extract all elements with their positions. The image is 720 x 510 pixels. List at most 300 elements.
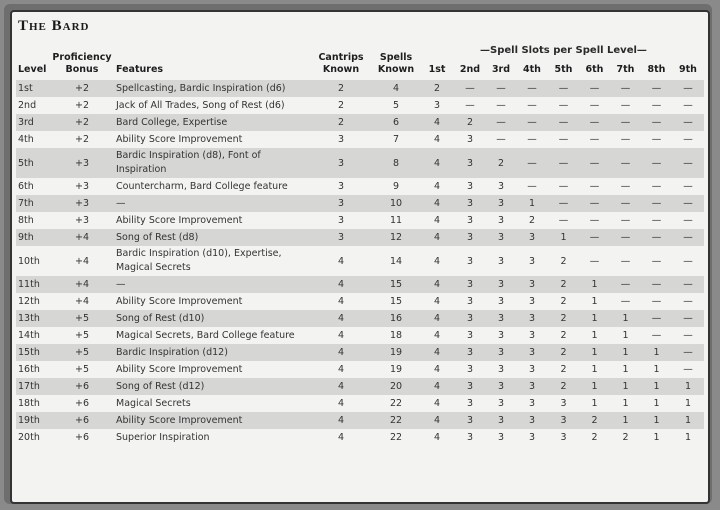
cell-cantrips: 3 xyxy=(337,157,345,169)
cell-slot-2: 3 xyxy=(466,255,474,267)
cell-features: — xyxy=(116,197,126,209)
cell-slot-1: 4 xyxy=(433,255,441,267)
table-title: The Bard xyxy=(18,18,90,34)
cell-slot-3: — xyxy=(496,134,506,145)
cell-features: Bardic Inspiration (d10), Expertise, Magical Secrets xyxy=(116,248,282,273)
cell-slot-9: — xyxy=(683,330,693,341)
header-proficiency: Proficiency Bonus xyxy=(52,52,112,75)
cell-slot-7: — xyxy=(620,232,631,243)
cell-features: Ability Score Improvement xyxy=(116,133,243,145)
table-row xyxy=(16,310,704,327)
header-slot-6: 6th xyxy=(585,64,604,75)
cell-slot-3: 3 xyxy=(497,279,505,290)
cell-cantrips: 3 xyxy=(337,215,345,226)
cell-slot-2: 3 xyxy=(466,134,474,145)
cell-slot-7: 1 xyxy=(622,330,629,341)
cell-slot-1: 4 xyxy=(433,117,441,128)
cell-slot-9: — xyxy=(683,279,693,290)
cell-proficiency: +3 xyxy=(74,181,89,192)
cell-slot-5: 2 xyxy=(560,313,567,324)
cell-slot-6: — xyxy=(589,100,600,111)
cell-proficiency: +3 xyxy=(74,157,89,169)
cell-features: Ability Score Improvement xyxy=(116,295,243,307)
table-row xyxy=(16,195,704,212)
cell-slot-4: 3 xyxy=(528,364,536,375)
cell-slot-9: — xyxy=(683,255,693,267)
cell-slot-4: 3 xyxy=(528,296,536,307)
header-spells: Spells Known xyxy=(377,52,415,75)
cell-proficiency: +4 xyxy=(74,296,89,307)
cell-slot-9: — xyxy=(683,232,693,243)
cell-slot-6: — xyxy=(589,198,600,209)
cell-level: 1st xyxy=(18,83,33,94)
cell-spells: 12 xyxy=(389,232,403,243)
cell-slot-6: — xyxy=(589,117,600,128)
cell-slot-4: 3 xyxy=(528,398,536,409)
table-row xyxy=(16,361,704,378)
cell-cantrips: 4 xyxy=(337,347,345,358)
cell-slot-9: — xyxy=(683,181,693,192)
cell-slot-8: — xyxy=(651,232,662,243)
cell-spells: 14 xyxy=(389,255,403,267)
cell-slot-3: 3 xyxy=(497,215,505,226)
table-row xyxy=(16,97,704,114)
cell-cantrips: 4 xyxy=(337,313,345,324)
cell-level: 5th xyxy=(18,157,34,169)
cell-level: 10th xyxy=(18,255,40,267)
cell-slot-6: 1 xyxy=(591,313,598,324)
cell-slot-4: — xyxy=(527,100,537,111)
table-row xyxy=(16,114,704,131)
cell-slot-9: — xyxy=(683,313,693,324)
cell-slot-6: — xyxy=(589,181,600,192)
cell-cantrips: 4 xyxy=(337,330,345,341)
cell-slot-6: 2 xyxy=(591,415,598,426)
cell-slot-1: 4 xyxy=(433,157,441,169)
cell-slot-1: 2 xyxy=(433,83,441,94)
cell-slot-9: — xyxy=(683,215,693,226)
cell-level: 12th xyxy=(18,296,40,307)
cell-level: 17th xyxy=(18,381,40,392)
cell-level: 2nd xyxy=(18,100,37,111)
cell-features: — xyxy=(116,278,126,290)
cell-slot-5: 2 xyxy=(560,296,567,307)
cell-slot-7: 1 xyxy=(622,415,629,426)
cell-slot-5: 3 xyxy=(560,398,567,409)
cell-slot-9: — xyxy=(683,364,693,375)
cell-slot-2: 2 xyxy=(466,117,474,128)
cell-slot-3: 3 xyxy=(497,347,505,358)
cell-slot-1: 4 xyxy=(433,347,441,358)
cell-slot-5: — xyxy=(558,215,569,226)
table-row xyxy=(16,246,704,276)
cell-slot-1: 4 xyxy=(433,279,441,290)
cell-slot-4: — xyxy=(527,83,537,94)
cell-slot-8: 1 xyxy=(653,364,660,375)
cell-proficiency: +6 xyxy=(74,398,89,409)
cell-slot-6: — xyxy=(589,255,600,267)
cell-cantrips: 2 xyxy=(337,83,345,94)
cell-features: Countercharm, Bard College feature xyxy=(116,180,288,192)
cell-proficiency: +5 xyxy=(74,313,89,324)
cell-slot-4: 3 xyxy=(528,347,536,358)
cell-slot-7: — xyxy=(620,157,631,169)
cell-slot-5: 2 xyxy=(560,330,567,341)
cell-cantrips: 4 xyxy=(337,255,345,267)
cell-slot-2: 3 xyxy=(466,398,474,409)
cell-slot-1: 4 xyxy=(433,232,441,243)
cell-slot-1: 4 xyxy=(433,398,441,409)
cell-slot-6: 2 xyxy=(591,432,598,443)
cell-slot-2: 3 xyxy=(466,198,474,209)
cell-slot-9: — xyxy=(683,296,693,307)
table-row xyxy=(16,148,704,178)
table-row xyxy=(16,276,704,293)
cell-spells: 9 xyxy=(392,181,400,192)
cell-slot-9: — xyxy=(683,157,693,169)
cell-slot-5: — xyxy=(558,83,569,94)
cell-proficiency: +6 xyxy=(74,381,89,392)
cell-slot-8: 1 xyxy=(653,398,660,409)
header-slot-3: 3rd xyxy=(491,64,511,75)
cell-level: 19th xyxy=(18,415,40,426)
cell-slot-7: — xyxy=(620,279,631,290)
cell-slot-5: — xyxy=(558,198,569,209)
cell-slot-6: 1 xyxy=(591,296,598,307)
cell-slot-2: 3 xyxy=(466,330,474,341)
header-slot-9: 9th xyxy=(679,64,697,75)
cell-spells: 7 xyxy=(392,134,400,145)
cell-slot-5: 1 xyxy=(560,232,567,243)
cell-slot-6: 1 xyxy=(591,398,598,409)
header-slot-4: 4th xyxy=(523,64,541,75)
cell-cantrips: 4 xyxy=(337,432,345,443)
cell-cantrips: 4 xyxy=(337,381,345,392)
cell-features: Superior Inspiration xyxy=(116,431,210,443)
cell-slot-3: 3 xyxy=(497,381,505,392)
cell-slot-7: — xyxy=(620,100,631,111)
cell-slot-8: — xyxy=(651,100,662,111)
cell-slot-6: 1 xyxy=(591,330,598,341)
cell-slot-2: 3 xyxy=(466,232,474,243)
cell-slot-7: 1 xyxy=(622,364,629,375)
cell-proficiency: +5 xyxy=(74,330,89,341)
table-row xyxy=(16,395,704,412)
cell-slot-5: 2 xyxy=(560,381,567,392)
cell-slot-4: 3 xyxy=(528,255,536,267)
cell-slot-2: 3 xyxy=(466,381,474,392)
table-row xyxy=(16,131,704,148)
cell-slot-8: 1 xyxy=(653,347,660,358)
cell-cantrips: 4 xyxy=(337,296,345,307)
cell-level: 15th xyxy=(18,347,40,358)
cell-slot-6: — xyxy=(589,215,600,226)
cell-spells: 16 xyxy=(389,313,403,324)
cell-slot-5: — xyxy=(558,181,569,192)
cell-slot-4: 3 xyxy=(528,313,536,324)
cell-slot-7: 1 xyxy=(622,347,629,358)
cell-slot-5: 3 xyxy=(560,432,567,443)
cell-slot-6: — xyxy=(589,157,600,169)
cell-slot-9: — xyxy=(683,117,693,128)
cell-level: 4th xyxy=(18,134,34,145)
cell-slot-3: 3 xyxy=(497,313,505,324)
table-row xyxy=(16,429,704,446)
cell-features: Jack of All Trades, Song of Rest (d6) xyxy=(116,99,285,111)
cell-spells: 15 xyxy=(389,279,403,290)
cell-slot-3: 3 xyxy=(497,415,505,426)
cell-slot-2: 3 xyxy=(466,181,474,192)
cell-slot-3: 3 xyxy=(497,330,505,341)
cell-slot-9: — xyxy=(683,100,693,111)
header-slot-7: 7th xyxy=(616,64,635,75)
cell-cantrips: 2 xyxy=(337,100,345,111)
cell-spells: 18 xyxy=(389,330,403,341)
cell-level: 6th xyxy=(18,181,34,192)
cell-slot-1: 4 xyxy=(433,296,441,307)
table-row xyxy=(16,229,704,246)
cell-slot-8: — xyxy=(651,83,662,94)
cell-slot-1: 4 xyxy=(433,134,441,145)
spell-slots-header: —Spell Slots per Spell Level— xyxy=(480,45,647,56)
cell-slot-8: — xyxy=(651,330,662,341)
cell-slot-8: 1 xyxy=(653,415,660,426)
cell-slot-3: 3 xyxy=(497,181,505,192)
cell-proficiency: +4 xyxy=(74,255,89,267)
cell-slot-5: — xyxy=(558,134,569,145)
cell-slot-9: 1 xyxy=(684,415,692,426)
table-row xyxy=(16,344,704,361)
cell-proficiency: +2 xyxy=(74,117,89,128)
cell-features: Magical Secrets, Bard College feature xyxy=(116,329,295,341)
cell-slot-8: — xyxy=(651,198,662,209)
cell-slot-1: 4 xyxy=(433,198,441,209)
cell-slot-3: — xyxy=(496,117,506,128)
cell-slot-3: 2 xyxy=(497,157,505,169)
cell-slot-3: 3 xyxy=(497,255,505,267)
table-body xyxy=(16,80,704,446)
cell-slot-8: — xyxy=(651,255,662,267)
cell-level: 7th xyxy=(18,198,34,209)
cell-spells: 11 xyxy=(389,215,403,226)
cell-slot-2: 3 xyxy=(466,296,474,307)
cell-slot-7: — xyxy=(620,83,631,94)
table-row xyxy=(16,327,704,344)
cell-slot-7: — xyxy=(620,181,631,192)
cell-slot-2: 3 xyxy=(466,415,474,426)
cell-spells: 15 xyxy=(389,296,403,307)
cell-proficiency: +6 xyxy=(74,415,89,426)
header-slot-8: 8th xyxy=(647,64,666,75)
cell-slot-8: — xyxy=(651,134,662,145)
cell-slot-3: 3 xyxy=(497,198,505,209)
cell-slot-4: — xyxy=(527,117,537,128)
cell-slot-3: — xyxy=(496,83,506,94)
header-features: Features xyxy=(116,64,164,75)
cell-slot-1: 4 xyxy=(433,415,441,426)
cell-slot-8: — xyxy=(651,279,662,290)
cell-slot-9: — xyxy=(683,198,693,209)
cell-spells: 8 xyxy=(392,157,400,169)
cell-slot-9: — xyxy=(683,134,693,145)
cell-slot-4: 3 xyxy=(528,432,536,443)
header-level: Level xyxy=(18,64,47,75)
cell-slot-1: 4 xyxy=(433,330,441,341)
cell-slot-7: 1 xyxy=(622,398,629,409)
cell-slot-7: — xyxy=(620,134,631,145)
cell-slot-3: 3 xyxy=(497,364,505,375)
cell-features: Bardic Inspiration (d12) xyxy=(116,346,228,358)
cell-spells: 20 xyxy=(389,381,403,392)
cell-level: 16th xyxy=(18,364,40,375)
cell-slot-2: 3 xyxy=(466,279,474,290)
cell-slot-2: 3 xyxy=(466,215,474,226)
cell-slot-5: 2 xyxy=(560,279,567,290)
cell-slot-4: 2 xyxy=(528,215,536,226)
cell-slot-3: 3 xyxy=(497,432,505,443)
cell-features: Bardic Inspiration (d8), Font of Inspiration xyxy=(116,150,261,175)
cell-slot-4: 3 xyxy=(528,232,536,243)
table-row xyxy=(16,412,704,429)
cell-level: 9th xyxy=(18,232,34,243)
cell-proficiency: +5 xyxy=(74,364,89,375)
cell-slot-2: 3 xyxy=(466,157,474,169)
cell-slot-1: 4 xyxy=(433,181,441,192)
cell-slot-3: 3 xyxy=(497,398,505,409)
cell-slot-1: 4 xyxy=(433,364,441,375)
cell-slot-6: — xyxy=(589,83,600,94)
cell-spells: 10 xyxy=(389,198,403,209)
cell-slot-4: 1 xyxy=(528,198,536,209)
header-slot-1: 1st xyxy=(428,64,446,75)
cell-features: Ability Score Improvement xyxy=(116,414,243,426)
cell-slot-7: — xyxy=(620,296,631,307)
cell-spells: 4 xyxy=(392,83,400,94)
cell-proficiency: +2 xyxy=(74,83,89,94)
cell-slot-4: 3 xyxy=(528,330,536,341)
cell-level: 18th xyxy=(18,398,40,409)
cell-proficiency: +4 xyxy=(74,279,89,290)
cell-level: 20th xyxy=(18,432,40,443)
cell-slot-1: 4 xyxy=(433,313,441,324)
cell-slot-8: — xyxy=(651,313,662,324)
cell-slot-8: 1 xyxy=(653,432,660,443)
cell-cantrips: 3 xyxy=(337,232,345,243)
cell-slot-8: — xyxy=(651,181,662,192)
cell-slot-2: 3 xyxy=(466,313,474,324)
cell-slot-3: 3 xyxy=(497,232,505,243)
cell-proficiency: +4 xyxy=(74,232,89,243)
cell-features: Ability Score Improvement xyxy=(116,363,243,375)
cell-proficiency: +3 xyxy=(74,198,89,209)
cell-proficiency: +6 xyxy=(74,432,89,443)
cell-slot-1: 4 xyxy=(433,432,441,443)
cell-spells: 22 xyxy=(389,415,403,426)
cell-slot-6: 1 xyxy=(591,381,598,392)
cell-slot-7: — xyxy=(620,215,631,226)
cell-spells: 22 xyxy=(389,398,403,409)
cell-features: Song of Rest (d12) xyxy=(116,380,205,392)
cell-spells: 5 xyxy=(392,100,400,111)
cell-cantrips: 4 xyxy=(337,415,345,426)
cell-spells: 19 xyxy=(389,347,403,358)
cell-slot-9: 1 xyxy=(684,381,692,392)
cell-level: 13th xyxy=(18,313,40,324)
cell-slot-3: — xyxy=(496,100,506,111)
cell-level: 14th xyxy=(18,330,40,341)
cell-features: Magical Secrets xyxy=(116,397,191,409)
cell-slot-9: — xyxy=(683,347,693,358)
cell-cantrips: 3 xyxy=(337,134,345,145)
cell-cantrips: 3 xyxy=(337,198,345,209)
cell-slot-3: 3 xyxy=(497,296,505,307)
cell-slot-5: 2 xyxy=(560,364,567,375)
cell-slot-4: — xyxy=(527,157,537,169)
cell-slot-7: 2 xyxy=(622,432,629,443)
cell-slot-4: 3 xyxy=(528,279,536,290)
cell-cantrips: 4 xyxy=(337,279,345,290)
cell-slot-2: — xyxy=(465,100,475,111)
cell-slot-5: 3 xyxy=(560,415,567,426)
cell-slot-5: — xyxy=(558,117,569,128)
cell-spells: 19 xyxy=(389,364,403,375)
cell-features: Spellcasting, Bardic Inspiration (d6) xyxy=(116,82,286,94)
table-row xyxy=(16,378,704,395)
cell-level: 3rd xyxy=(18,117,34,128)
cell-features: Bard College, Expertise xyxy=(116,116,228,128)
cell-slot-7: 1 xyxy=(622,313,629,324)
cell-slot-9: — xyxy=(683,83,693,94)
cell-slot-7: — xyxy=(620,198,631,209)
cell-slot-6: 1 xyxy=(591,347,598,358)
table-row xyxy=(16,293,704,310)
cell-slot-6: — xyxy=(589,134,600,145)
cell-slot-7: — xyxy=(620,255,631,267)
cell-slot-1: 3 xyxy=(433,100,441,111)
cell-proficiency: +3 xyxy=(74,215,89,226)
cell-level: 11th xyxy=(18,279,40,290)
table-row xyxy=(16,212,704,229)
cell-spells: 6 xyxy=(392,117,400,128)
cell-slot-5: — xyxy=(558,100,569,111)
cell-cantrips: 4 xyxy=(337,398,345,409)
cell-slot-7: — xyxy=(620,117,631,128)
cell-slot-5: 2 xyxy=(560,255,567,267)
cell-slot-8: — xyxy=(651,296,662,307)
cell-features: Song of Rest (d8) xyxy=(116,231,199,243)
cell-slot-7: 1 xyxy=(622,381,629,392)
cell-proficiency: +2 xyxy=(74,134,89,145)
table-row xyxy=(16,80,704,97)
bard-progression-table xyxy=(16,50,704,446)
cell-slot-2: 3 xyxy=(466,364,474,375)
cell-slot-4: — xyxy=(527,181,537,192)
cell-proficiency: +5 xyxy=(74,347,89,358)
cell-slot-2: 3 xyxy=(466,432,474,443)
header-slot-2: 2nd xyxy=(459,64,481,75)
header-row xyxy=(16,50,704,80)
cell-slot-5: 2 xyxy=(560,347,567,358)
cell-spells: 22 xyxy=(389,432,403,443)
cell-slot-1: 4 xyxy=(433,381,441,392)
cell-slot-8: — xyxy=(651,157,662,169)
cell-slot-6: — xyxy=(589,232,600,243)
cell-slot-6: 1 xyxy=(591,279,598,290)
table-row xyxy=(16,178,704,195)
cell-slot-1: 4 xyxy=(433,215,441,226)
cell-slot-4: — xyxy=(527,134,537,145)
header-cantrips: Cantrips Known xyxy=(318,52,364,75)
